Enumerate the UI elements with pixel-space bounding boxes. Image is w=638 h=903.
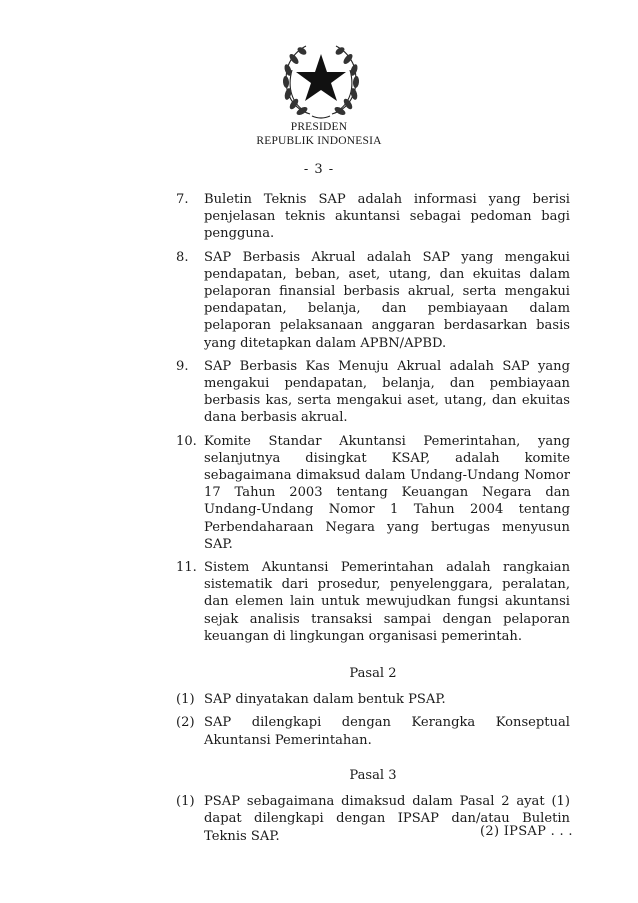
item-text: Buletin Teknis SAP adalah informasi yang berisi penjelasan teknis akuntansi sebagai pedoman bagi pengguna. (204, 192, 570, 242)
item-text: SAP dilengkapi dengan Kerangka Konseptual Akuntansi Pemerintahan. (204, 715, 570, 748)
item-number: 11. (176, 560, 197, 576)
definition-item-7 (176, 191, 570, 243)
pasal-2-heading: Pasal 2 (349, 666, 397, 682)
header-presiden: PRESIDEN (290, 121, 348, 133)
definition-item-10 (176, 433, 570, 553)
item-text: Komite Standar Akuntansi Pemerintahan, yang selanjutnya disingkat KSAP, adalah komite sebagaimana dimaksud dalam Undang-Undang Nomor 17 Tahun 2003 tentang Keuangan Negara dan Undang-Undang Nomor 1 Tahun 2004 tentang Perbendaharaan Negara yang bertugas menyusun SAP. (204, 433, 570, 552)
document-body (176, 191, 570, 851)
pasal-3-heading: Pasal 3 (349, 767, 397, 783)
item-number: 8. (176, 249, 189, 265)
page-number: - 3 - (303, 162, 335, 177)
item-number: 9. (176, 358, 189, 374)
definition-item-8 (176, 249, 570, 352)
item-text: SAP dinyatakan dalam bentuk PSAP. (204, 692, 446, 708)
item-number: 7. (176, 192, 189, 207)
item-number: (2) (176, 715, 195, 731)
pasal-2-ayat-1 (176, 691, 570, 708)
continuation-reference: (2) IPSAP . . . (480, 824, 573, 839)
garuda-star-wreath-emblem-icon (276, 40, 366, 122)
item-number: (1) (176, 692, 195, 708)
definition-item-9 (176, 358, 570, 427)
item-text: Sistem Akuntansi Pemerintahan adalah rangkaian sistematik dari prosedur, penyelenggara, peralatan, dan elemen lain untuk mewujudkan fungsi akuntansi sejak analisis transaksi sampai dengan pelaporan keuangan di lingkungan organisasi pemerintah. (204, 560, 570, 644)
header-republik-indonesia: REPUBLIK INDONESIA (256, 135, 382, 147)
item-number: (1) (176, 794, 195, 810)
item-text: PSAP sebagaimana dimaksud dalam Pasal 2 ayat (1) dapat dilengkapi dengan IPSAP dan/atau Buletin Teknis SAP. (204, 794, 570, 844)
pasal-2-ayat-2 (176, 714, 570, 748)
item-number: 10. (176, 433, 197, 449)
definition-item-11 (176, 559, 570, 645)
item-text: SAP Berbasis Akrual adalah SAP yang mengakui pendapatan, beban, aset, utang, dan ekuitas dalam pelaporan finansial berbasis akrual, serta mengakui pendapatan, belanja, dan pembiayaan dalam pelaporan pelaksanaan anggaran berdasarkan basis yang ditetapkan dalam APBN/APBD. (204, 249, 570, 351)
item-text: SAP Berbasis Kas Menuju Akrual adalah SAP yang mengakui pendapatan, belanja, dan pembiayaan berbasis kas, serta mengakui aset, utang, dan ekuitas dana berbasis akrual. (204, 358, 570, 426)
